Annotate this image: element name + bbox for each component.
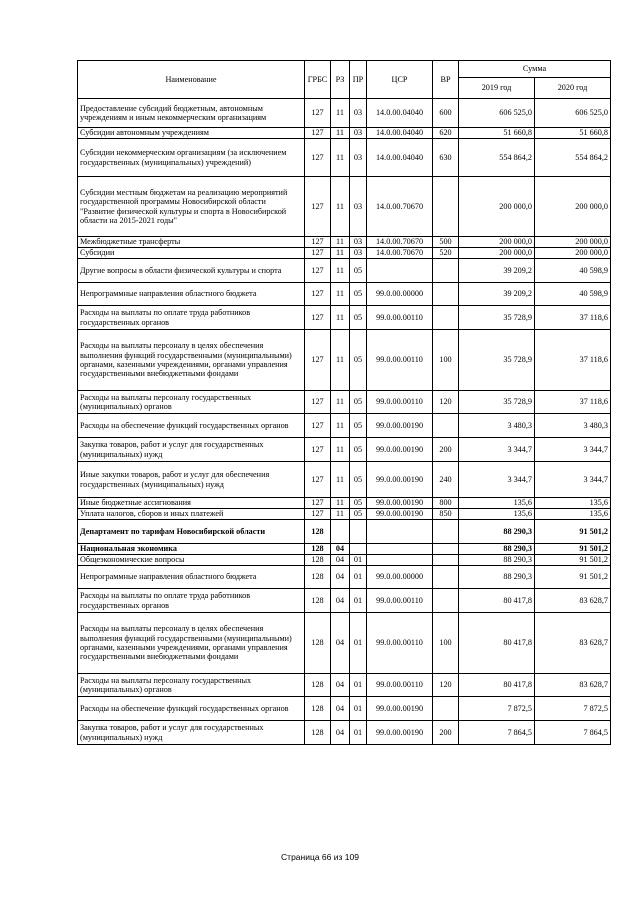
row-sum-2020: 200 000,0 [535, 237, 611, 248]
row-name: Расходы на выплаты персоналу государственных (муниципальных) органов [78, 674, 305, 697]
row-pr: 01 [350, 566, 367, 589]
row-vr [433, 177, 459, 237]
row-name: Субсидии местным бюджетам на реализацию мероприятий государственной программы Новосибирской области "Развитие физической культуры и спорта в Новосибирской области на 2015-2021 годы" [78, 177, 305, 237]
row-pr: 03 [350, 177, 367, 237]
row-vr [433, 544, 459, 555]
row-sum-2020: 37 118,6 [535, 391, 611, 414]
table-row [78, 613, 611, 674]
row-rz: 11 [331, 99, 350, 128]
row-sum-2020: 51 660,8 [535, 128, 611, 139]
table-row [78, 462, 611, 498]
table-row [78, 283, 611, 306]
table-row [78, 721, 611, 745]
row-sum-2019: 35 728,9 [459, 391, 535, 414]
row-rz: 04 [331, 566, 350, 589]
row-pr: 01 [350, 613, 367, 674]
row-sum-2020: 91 501,2 [535, 566, 611, 589]
row-sum-2019: 606 525,0 [459, 99, 535, 128]
row-grbs: 127 [305, 177, 331, 237]
row-pr: 01 [350, 555, 367, 566]
row-grbs: 127 [305, 462, 331, 498]
budget-table [77, 60, 611, 745]
row-pr: 01 [350, 589, 367, 613]
row-vr [433, 306, 459, 330]
row-pr: 01 [350, 674, 367, 697]
row-rz: 04 [331, 544, 350, 555]
table-body [78, 99, 611, 745]
table-row [78, 139, 611, 177]
table-row [78, 99, 611, 128]
row-pr: 03 [350, 139, 367, 177]
row-name: Субсидии некоммерческим организациям (за исключением государственных (муниципальных) учреждений) [78, 139, 305, 177]
row-vr: 850 [433, 509, 459, 520]
row-sum-2019: 39 209,2 [459, 259, 535, 283]
row-vr [433, 589, 459, 613]
row-vr: 800 [433, 498, 459, 509]
row-sum-2019: 88 290,3 [459, 520, 535, 544]
row-grbs: 128 [305, 544, 331, 555]
row-name: Общеэкономические вопросы [78, 555, 305, 566]
table-row [78, 509, 611, 520]
row-sum-2020: 37 118,6 [535, 306, 611, 330]
row-grbs: 128 [305, 674, 331, 697]
row-csr: 14.0.00.04040 [367, 128, 433, 139]
row-sum-2019: 80 417,8 [459, 613, 535, 674]
table-row [78, 259, 611, 283]
row-sum-2020: 7 872,5 [535, 697, 611, 721]
row-name: Закупка товаров, работ и услуг для государственных (муниципальных) нужд [78, 721, 305, 745]
row-csr [367, 259, 433, 283]
row-vr [433, 697, 459, 721]
row-vr: 520 [433, 248, 459, 259]
row-grbs: 128 [305, 721, 331, 745]
row-grbs: 127 [305, 128, 331, 139]
row-pr: 05 [350, 414, 367, 438]
row-vr: 240 [433, 462, 459, 498]
row-csr: 14.0.00.04040 [367, 99, 433, 128]
row-vr: 120 [433, 674, 459, 697]
row-pr: 05 [350, 306, 367, 330]
row-sum-2019: 3 480,3 [459, 414, 535, 438]
row-rz: 11 [331, 498, 350, 509]
row-rz: 04 [331, 589, 350, 613]
row-csr: 99.0.00.00110 [367, 613, 433, 674]
row-pr: 01 [350, 697, 367, 721]
row-rz: 11 [331, 391, 350, 414]
table-row [78, 391, 611, 414]
row-sum-2020: 200 000,0 [535, 177, 611, 237]
row-sum-2019: 7 864,5 [459, 721, 535, 745]
header-name: Наименование [78, 61, 305, 99]
table-row [78, 697, 611, 721]
row-rz: 04 [331, 555, 350, 566]
row-csr [367, 520, 433, 544]
row-sum-2019: 39 209,2 [459, 283, 535, 306]
row-rz: 11 [331, 283, 350, 306]
row-rz: 11 [331, 509, 350, 520]
row-vr [433, 555, 459, 566]
row-rz: 11 [331, 414, 350, 438]
row-pr: 05 [350, 498, 367, 509]
row-grbs: 127 [305, 498, 331, 509]
row-sum-2020: 135,6 [535, 498, 611, 509]
row-pr: 01 [350, 721, 367, 745]
row-csr: 99.0.00.00190 [367, 509, 433, 520]
row-vr: 200 [433, 438, 459, 462]
row-vr: 630 [433, 139, 459, 177]
row-sum-2020: 606 525,0 [535, 99, 611, 128]
table-row [78, 128, 611, 139]
row-csr: 99.0.00.00190 [367, 721, 433, 745]
row-sum-2019: 51 660,8 [459, 128, 535, 139]
row-grbs: 127 [305, 237, 331, 248]
row-name: Иные бюджетные ассигнования [78, 498, 305, 509]
row-grbs: 127 [305, 259, 331, 283]
row-grbs: 128 [305, 613, 331, 674]
table-row [78, 438, 611, 462]
table-row [78, 237, 611, 248]
row-name: Закупка товаров, работ и услуг для государственных (муниципальных) нужд [78, 438, 305, 462]
row-sum-2019: 200 000,0 [459, 177, 535, 237]
header-2019: 2019 год [459, 78, 535, 99]
row-sum-2020: 37 118,6 [535, 330, 611, 391]
row-csr [367, 555, 433, 566]
row-pr: 05 [350, 462, 367, 498]
table-row [78, 498, 611, 509]
row-csr: 14.0.00.70670 [367, 248, 433, 259]
row-pr: 03 [350, 237, 367, 248]
row-name: Расходы на обеспечение функций государственных органов [78, 414, 305, 438]
row-pr: 05 [350, 438, 367, 462]
row-grbs: 128 [305, 697, 331, 721]
row-csr: 99.0.00.00110 [367, 306, 433, 330]
table-row [78, 414, 611, 438]
row-name: Субсидии автономным учреждениям [78, 128, 305, 139]
row-sum-2020: 7 864,5 [535, 721, 611, 745]
row-csr: 99.0.00.00110 [367, 674, 433, 697]
row-sum-2019: 35 728,9 [459, 306, 535, 330]
header-2020: 2020 год [535, 78, 611, 99]
row-name: Расходы на выплаты по оплате труда работников государственных органов [78, 306, 305, 330]
row-rz: 11 [331, 462, 350, 498]
row-rz: 11 [331, 237, 350, 248]
row-sum-2020: 3 344,7 [535, 438, 611, 462]
row-csr: 99.0.00.00190 [367, 697, 433, 721]
row-sum-2019: 7 872,5 [459, 697, 535, 721]
row-sum-2020: 135,6 [535, 509, 611, 520]
row-vr: 100 [433, 613, 459, 674]
row-sum-2020: 83 628,7 [535, 589, 611, 613]
row-vr: 120 [433, 391, 459, 414]
row-sum-2019: 135,6 [459, 498, 535, 509]
row-grbs: 127 [305, 248, 331, 259]
row-csr: 99.0.00.00190 [367, 498, 433, 509]
row-sum-2020: 83 628,7 [535, 674, 611, 697]
row-rz: 04 [331, 697, 350, 721]
row-vr: 500 [433, 237, 459, 248]
header-pr: ПР [350, 61, 367, 99]
table-row [78, 177, 611, 237]
row-csr: 99.0.00.00000 [367, 283, 433, 306]
row-sum-2019: 88 290,3 [459, 544, 535, 555]
row-sum-2020: 554 864,2 [535, 139, 611, 177]
row-rz: 11 [331, 139, 350, 177]
row-sum-2019: 88 290,3 [459, 555, 535, 566]
row-csr: 99.0.00.00110 [367, 330, 433, 391]
row-name: Уплата налогов, сборов и иных платежей [78, 509, 305, 520]
table-row [78, 544, 611, 555]
table-row [78, 306, 611, 330]
row-vr [433, 566, 459, 589]
row-pr [350, 520, 367, 544]
row-pr: 05 [350, 509, 367, 520]
row-grbs: 127 [305, 330, 331, 391]
header-sum: Сумма [459, 61, 611, 78]
row-rz [331, 520, 350, 544]
row-sum-2020: 91 501,2 [535, 544, 611, 555]
row-sum-2019: 200 000,0 [459, 248, 535, 259]
row-vr: 100 [433, 330, 459, 391]
row-name: Другие вопросы в области физической культуры и спорта [78, 259, 305, 283]
row-rz: 11 [331, 128, 350, 139]
row-sum-2019: 88 290,3 [459, 566, 535, 589]
row-grbs: 127 [305, 306, 331, 330]
row-rz: 04 [331, 613, 350, 674]
row-grbs: 127 [305, 414, 331, 438]
table-row [78, 566, 611, 589]
row-sum-2019: 554 864,2 [459, 139, 535, 177]
row-sum-2020: 91 501,2 [535, 555, 611, 566]
row-vr [433, 259, 459, 283]
row-sum-2020: 3 344,7 [535, 462, 611, 498]
row-name: Расходы на выплаты персоналу в целях обеспечения выполнения функций государственными (муниципальными) органами, казенными учреждениями, органами управления государственными внебюджетными фондами [78, 330, 305, 391]
row-csr: 14.0.00.70670 [367, 237, 433, 248]
row-vr: 600 [433, 99, 459, 128]
row-pr: 03 [350, 248, 367, 259]
row-rz: 11 [331, 330, 350, 391]
table-row [78, 520, 611, 544]
row-name: Межбюджетные трансферты [78, 237, 305, 248]
row-sum-2020: 200 000,0 [535, 248, 611, 259]
row-vr: 200 [433, 721, 459, 745]
row-csr: 14.0.00.04040 [367, 139, 433, 177]
row-name: Национальная экономика [78, 544, 305, 555]
row-grbs: 127 [305, 438, 331, 462]
row-grbs: 127 [305, 391, 331, 414]
row-sum-2019: 135,6 [459, 509, 535, 520]
row-rz: 11 [331, 306, 350, 330]
page-footer: Страница 66 из 109 [281, 852, 359, 862]
row-rz: 11 [331, 259, 350, 283]
table-row [78, 555, 611, 566]
row-sum-2020: 83 628,7 [535, 613, 611, 674]
row-csr: 99.0.00.00190 [367, 438, 433, 462]
row-pr [350, 544, 367, 555]
row-sum-2020: 3 480,3 [535, 414, 611, 438]
table-row [78, 248, 611, 259]
row-sum-2019: 35 728,9 [459, 330, 535, 391]
row-rz: 04 [331, 721, 350, 745]
row-csr: 99.0.00.00190 [367, 414, 433, 438]
row-sum-2019: 80 417,8 [459, 589, 535, 613]
header-csr: ЦСР [367, 61, 433, 99]
row-sum-2019: 3 344,7 [459, 438, 535, 462]
row-grbs: 128 [305, 566, 331, 589]
row-name: Иные закупки товаров, работ и услуг для обеспечения государственных (муниципальных) нужд [78, 462, 305, 498]
row-grbs: 127 [305, 509, 331, 520]
row-pr: 05 [350, 283, 367, 306]
row-name: Предоставление субсидий бюджетным, автономным учреждениям и иным некоммерческим организациям [78, 99, 305, 128]
row-rz: 11 [331, 248, 350, 259]
row-name: Субсидии [78, 248, 305, 259]
row-csr [367, 544, 433, 555]
row-grbs: 128 [305, 589, 331, 613]
row-name: Расходы на выплаты персоналу государственных (муниципальных) органов [78, 391, 305, 414]
row-sum-2020: 40 598,9 [535, 259, 611, 283]
row-name: Департамент по тарифам Новосибирской области [78, 520, 305, 544]
row-sum-2020: 91 501,2 [535, 520, 611, 544]
row-pr: 05 [350, 391, 367, 414]
table-row [78, 589, 611, 613]
row-pr: 05 [350, 330, 367, 391]
row-vr [433, 520, 459, 544]
row-sum-2020: 40 598,9 [535, 283, 611, 306]
header-rz: РЗ [331, 61, 350, 99]
row-vr: 620 [433, 128, 459, 139]
row-csr: 14.0.00.70670 [367, 177, 433, 237]
row-sum-2019: 200 000,0 [459, 237, 535, 248]
row-csr: 99.0.00.00110 [367, 589, 433, 613]
row-rz: 04 [331, 674, 350, 697]
row-csr: 99.0.00.00110 [367, 391, 433, 414]
table-row [78, 674, 611, 697]
row-grbs: 127 [305, 99, 331, 128]
row-grbs: 128 [305, 520, 331, 544]
row-pr: 05 [350, 259, 367, 283]
row-name: Непрограммные направления областного бюджета [78, 283, 305, 306]
row-grbs: 128 [305, 555, 331, 566]
header-grbs: ГРБС [305, 61, 331, 99]
row-rz: 11 [331, 177, 350, 237]
table-row [78, 330, 611, 391]
row-csr: 99.0.00.00000 [367, 566, 433, 589]
row-name: Непрограммные направления областного бюджета [78, 566, 305, 589]
row-pr: 03 [350, 99, 367, 128]
row-sum-2019: 3 344,7 [459, 462, 535, 498]
row-name: Расходы на выплаты по оплате труда работников государственных органов [78, 589, 305, 613]
row-vr [433, 283, 459, 306]
row-name: Расходы на обеспечение функций государственных органов [78, 697, 305, 721]
row-grbs: 127 [305, 283, 331, 306]
row-grbs: 127 [305, 139, 331, 177]
header-vr: ВР [433, 61, 459, 99]
row-pr: 03 [350, 128, 367, 139]
row-name: Расходы на выплаты персоналу в целях обеспечения выполнения функций государственными (муниципальными) органами, казенными учреждениями, органами управления государственными внебюджетными фондами [78, 613, 305, 674]
row-sum-2019: 80 417,8 [459, 674, 535, 697]
row-csr: 99.0.00.00190 [367, 462, 433, 498]
row-rz: 11 [331, 438, 350, 462]
row-vr [433, 414, 459, 438]
